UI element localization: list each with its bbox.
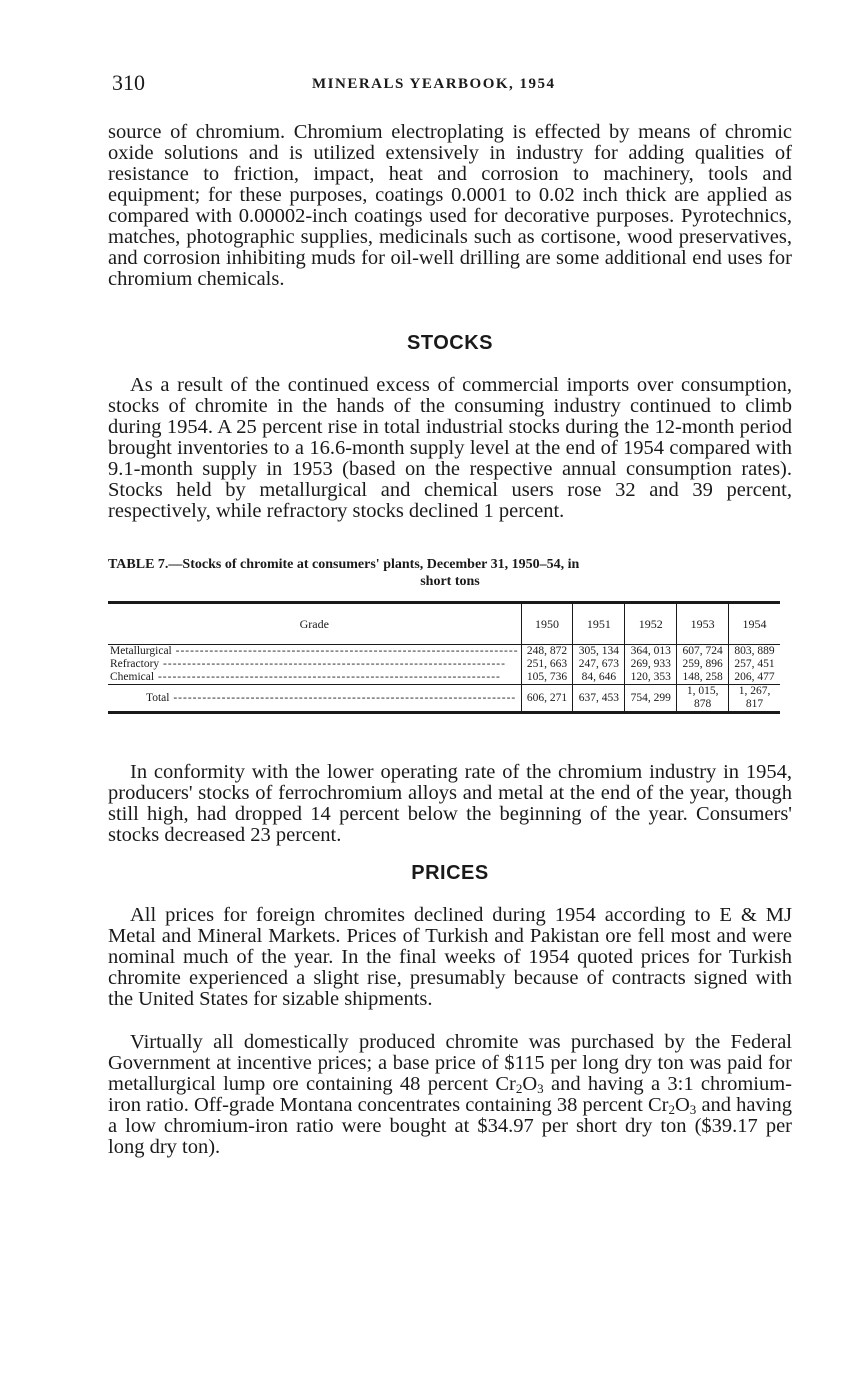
col-1951	[573, 645, 625, 685]
prices-p2-part-a: Virtually all domestically produced chromite was purchased by the Federal Government at incentive prices; a base price of $115 per long dry ton was paid for metallurgical lump ore containing 48 percent	[108, 1031, 792, 1095]
running-title: MINERALS YEARBOOK, 1954	[312, 76, 556, 92]
col-1950	[521, 645, 573, 685]
table-cell: 206, 477	[734, 671, 775, 683]
formula-cr-sub: 2	[515, 1081, 523, 1096]
table-cell: 105, 736	[526, 671, 568, 683]
table-cell: 257, 451	[734, 658, 775, 670]
table-cell: 247, 673	[578, 658, 619, 670]
table-cell: 148, 258	[682, 671, 723, 683]
table-header-row	[108, 603, 780, 645]
col-1952	[625, 645, 677, 685]
formula-cr: Cr	[495, 1073, 516, 1095]
grade-labels	[108, 645, 521, 685]
table-caption-line1: TABLE 7.—Stocks of chromite at consumers' plants, December 31, 1950–54, in	[108, 557, 580, 572]
year-header-1953: 1953	[677, 603, 729, 645]
intro-paragraph: source of chromium. Chromium electroplating is effected by means of chromic oxide solutions and is utilized extensively in industry for adding qualities of resistance to friction, impact, heat and corrosion to machinery, tools and equipment; for these purposes, coatings 0.0001 to 0.02 inch thick are applied as compared with 0.00002-inch coatings used for decorative purposes. Pyrotechnics, matches, photographic supplies, medicinals such as cortisone, wood preservatives, and corrosion inhibiting muds for oil-well drilling are some additional end uses for chromium chemicals.	[108, 121, 792, 290]
table-cell: 305, 134	[578, 645, 619, 657]
page-number: 310	[112, 70, 145, 95]
stocks-paragraph: As a result of the continued excess of commercial imports over consumption, stocks of chromite in the hands of the consuming industry continued to climb during 1954. A 25 percent rise in total industrial stocks during the 12-month period brought inventories to a 16.6-month supply level at the end of 1954 compared with 9.1-month supply in 1953 (based on the respective annual consumption rates). Stocks held by metallurgical and chemical users rose 32 and 39 percent, respectively, while refractory stocks declined 1 percent.	[108, 374, 792, 522]
formula-cr-sub-2: 2	[668, 1102, 675, 1117]
table-cell: 1, 015, 878	[677, 685, 729, 713]
year-header-1952: 1952	[625, 603, 677, 645]
table-cell: 84, 646	[581, 671, 617, 683]
table-cell: 607, 724	[682, 645, 723, 657]
year-header-1951: 1951	[573, 603, 625, 645]
formula-cr2o3-second	[648, 1094, 696, 1116]
grade-chemical: Chemical -----	[110, 671, 519, 684]
col-1953	[677, 645, 729, 685]
col-1954	[729, 645, 780, 685]
year-header-1950: 1950	[521, 603, 573, 645]
table-cell: 120, 353	[630, 671, 671, 683]
prices-p2-part-c: and having a low chromium-iron ratio were bought at $34.97 per short dry ton ($39.17 per long dry ton).	[108, 1094, 792, 1158]
table-cell: 364, 013	[630, 645, 671, 657]
formula-cr2o3	[495, 1073, 543, 1095]
table-cell: 251, 663	[526, 658, 568, 670]
prices-p2-part-b: and having a 3:1 chromium-iron ratio. Off-grade Montana concentrates containing 38 percent	[108, 1073, 793, 1116]
total-label	[108, 685, 521, 713]
table-cell: 259, 896	[682, 658, 723, 670]
grade-header: Grade	[108, 603, 521, 645]
table-caption-line2: short tons	[420, 574, 480, 589]
formula-o-sub: 3	[537, 1081, 544, 1096]
formula-o-2: O	[674, 1094, 690, 1116]
formula-o-sub-2: 3	[689, 1102, 697, 1117]
stocks-heading: STOCKS	[407, 332, 493, 354]
formula-cr-2: Cr	[647, 1094, 669, 1116]
table-cell: 248, 872	[526, 645, 568, 657]
prices-paragraph-2	[108, 1032, 792, 1158]
page-header	[112, 70, 792, 100]
conformity-paragraph: In conformity with the lower operating rate of the chromium industry in 1954, producers' stocks of ferrochromium alloys and metal at the end of the year, though still high, had dropped 14 percent below the beginning of the year. Consumers' stocks decreased 23 percent.	[108, 761, 792, 846]
grade-refractory: Refractory -----	[110, 658, 519, 671]
table-caption	[108, 556, 792, 590]
stocks-table	[108, 601, 780, 714]
formula-o: O	[522, 1073, 538, 1095]
year-header-1954: 1954	[729, 603, 780, 645]
grade-metallurgical: Metallurgical -----	[110, 645, 519, 658]
prices-paragraph-1: All prices for foreign chromites declined during 1954 according to E & MJ Metal and Mineral Markets. Prices of Turkish and Pakistan ore fell most and were nominal much of the year. In the final weeks of 1954 quoted prices for Turkish chromite experienced a slight rise, presumably because of contracts signed with the United States for sizable shipments.	[108, 904, 792, 1010]
table-cell: 269, 933	[630, 658, 671, 670]
prices-heading: PRICES	[411, 862, 489, 884]
total-row	[108, 685, 780, 713]
table-cell: 606, 271	[521, 685, 573, 713]
table-cell: 637, 453	[573, 685, 625, 713]
table-cell: 754, 299	[625, 685, 677, 713]
table-cell: 1, 267, 817	[729, 685, 780, 713]
table-row	[108, 645, 780, 685]
total-label-text: Total -----	[146, 692, 519, 705]
table-cell: 803, 889	[734, 645, 775, 657]
